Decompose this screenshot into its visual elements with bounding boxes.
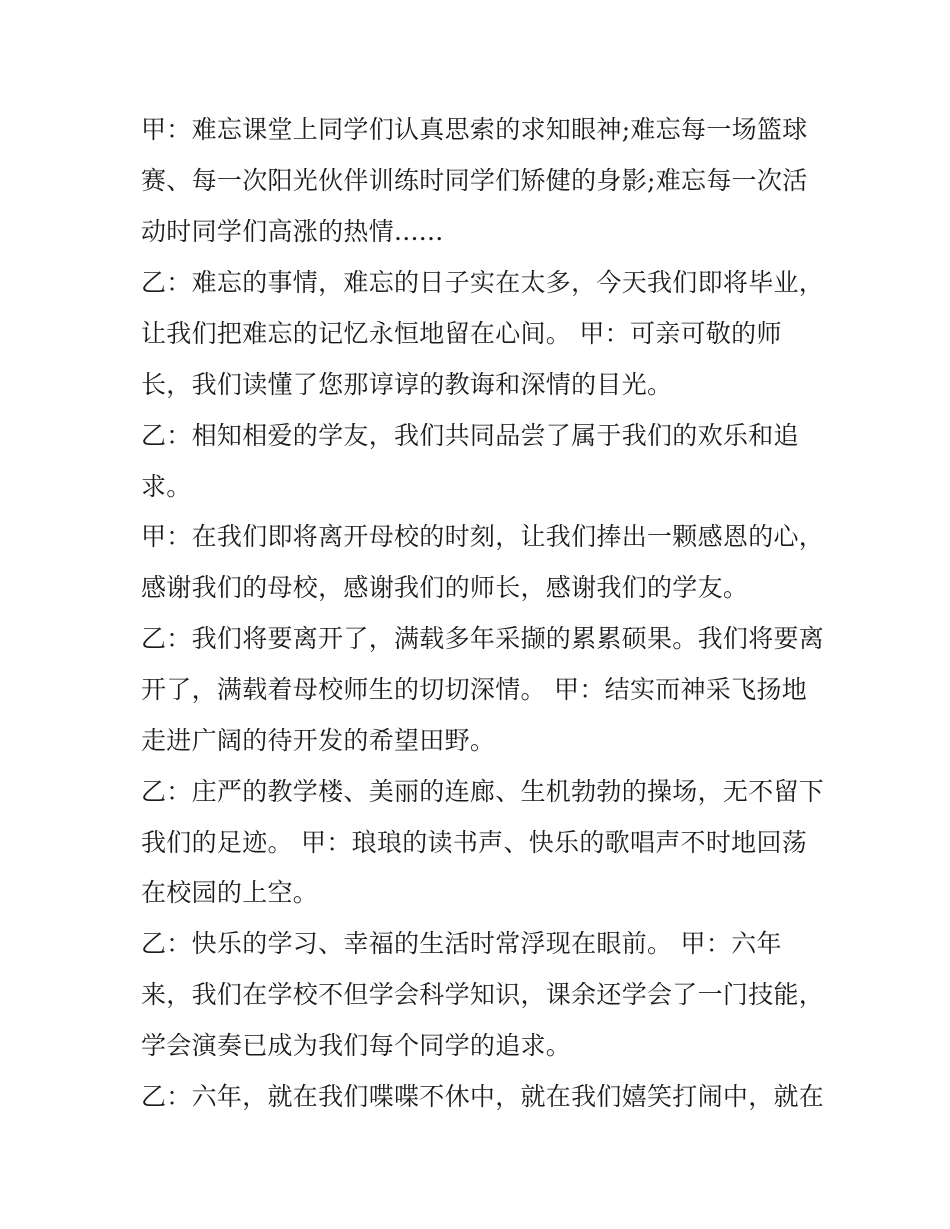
text-line: 乙：庄严的教学楼、美丽的连廊、生机勃勃的操场，无不留下 — [141, 777, 825, 806]
text-line: 甲：在我们即将离开母校的时刻，让我们捧出一颗感恩的心， — [141, 522, 825, 551]
text-line: 甲：难忘课堂上同学们认真思索的求知眼神;难忘每一场篮球 — [141, 115, 808, 144]
text-line: 长，我们读懂了您那谆谆的教诲和深情的目光。 — [141, 370, 673, 399]
text-line: 来，我们在学校不但学会科学知识，课余还学会了一门技能， — [141, 980, 825, 1009]
text-line: 动时同学们高涨的热情...... — [141, 217, 444, 246]
text-line: 学会演奏已成为我们每个同学的追求。 — [141, 1031, 572, 1060]
text-line: 在校园的上空。 — [141, 878, 319, 907]
text-line: 走进广阔的待开发的希望田野。 — [141, 726, 496, 755]
text-line: 乙：快乐的学习、幸福的生活时常浮现在眼前。 甲：六年 — [141, 929, 782, 958]
text-line: 乙：相知相爱的学友，我们共同品尝了属于我们的欢乐和追 — [141, 421, 799, 450]
text-line: 我们的足迹。 甲：琅琅的读书声、快乐的歌唱声不时地回荡 — [141, 828, 808, 857]
text-line: 赛、每一次阳光伙伴训练时同学们矫健的身影;难忘每一次活 — [141, 166, 808, 195]
text-line: 乙：难忘的事情，难忘的日子实在太多，今天我们即将毕业， — [141, 268, 825, 297]
text-line: 开了，满载着母校师生的切切深情。 甲：结实而神采飞扬地 — [141, 675, 808, 704]
text-line: 求。 — [141, 472, 192, 501]
text-line: 乙：六年，就在我们喋喋不休中，就在我们嬉笑打闹中，就在 — [141, 1082, 825, 1111]
text-line: 乙：我们将要离开了，满载多年采撷的累累硕果。我们将要离 — [141, 624, 825, 653]
text-line: 感谢我们的母校，感谢我们的师长，感谢我们的学友。 — [141, 573, 749, 602]
text-line: 让我们把难忘的记忆永恒地留在心间。 甲：可亲可敬的师 — [141, 319, 782, 348]
